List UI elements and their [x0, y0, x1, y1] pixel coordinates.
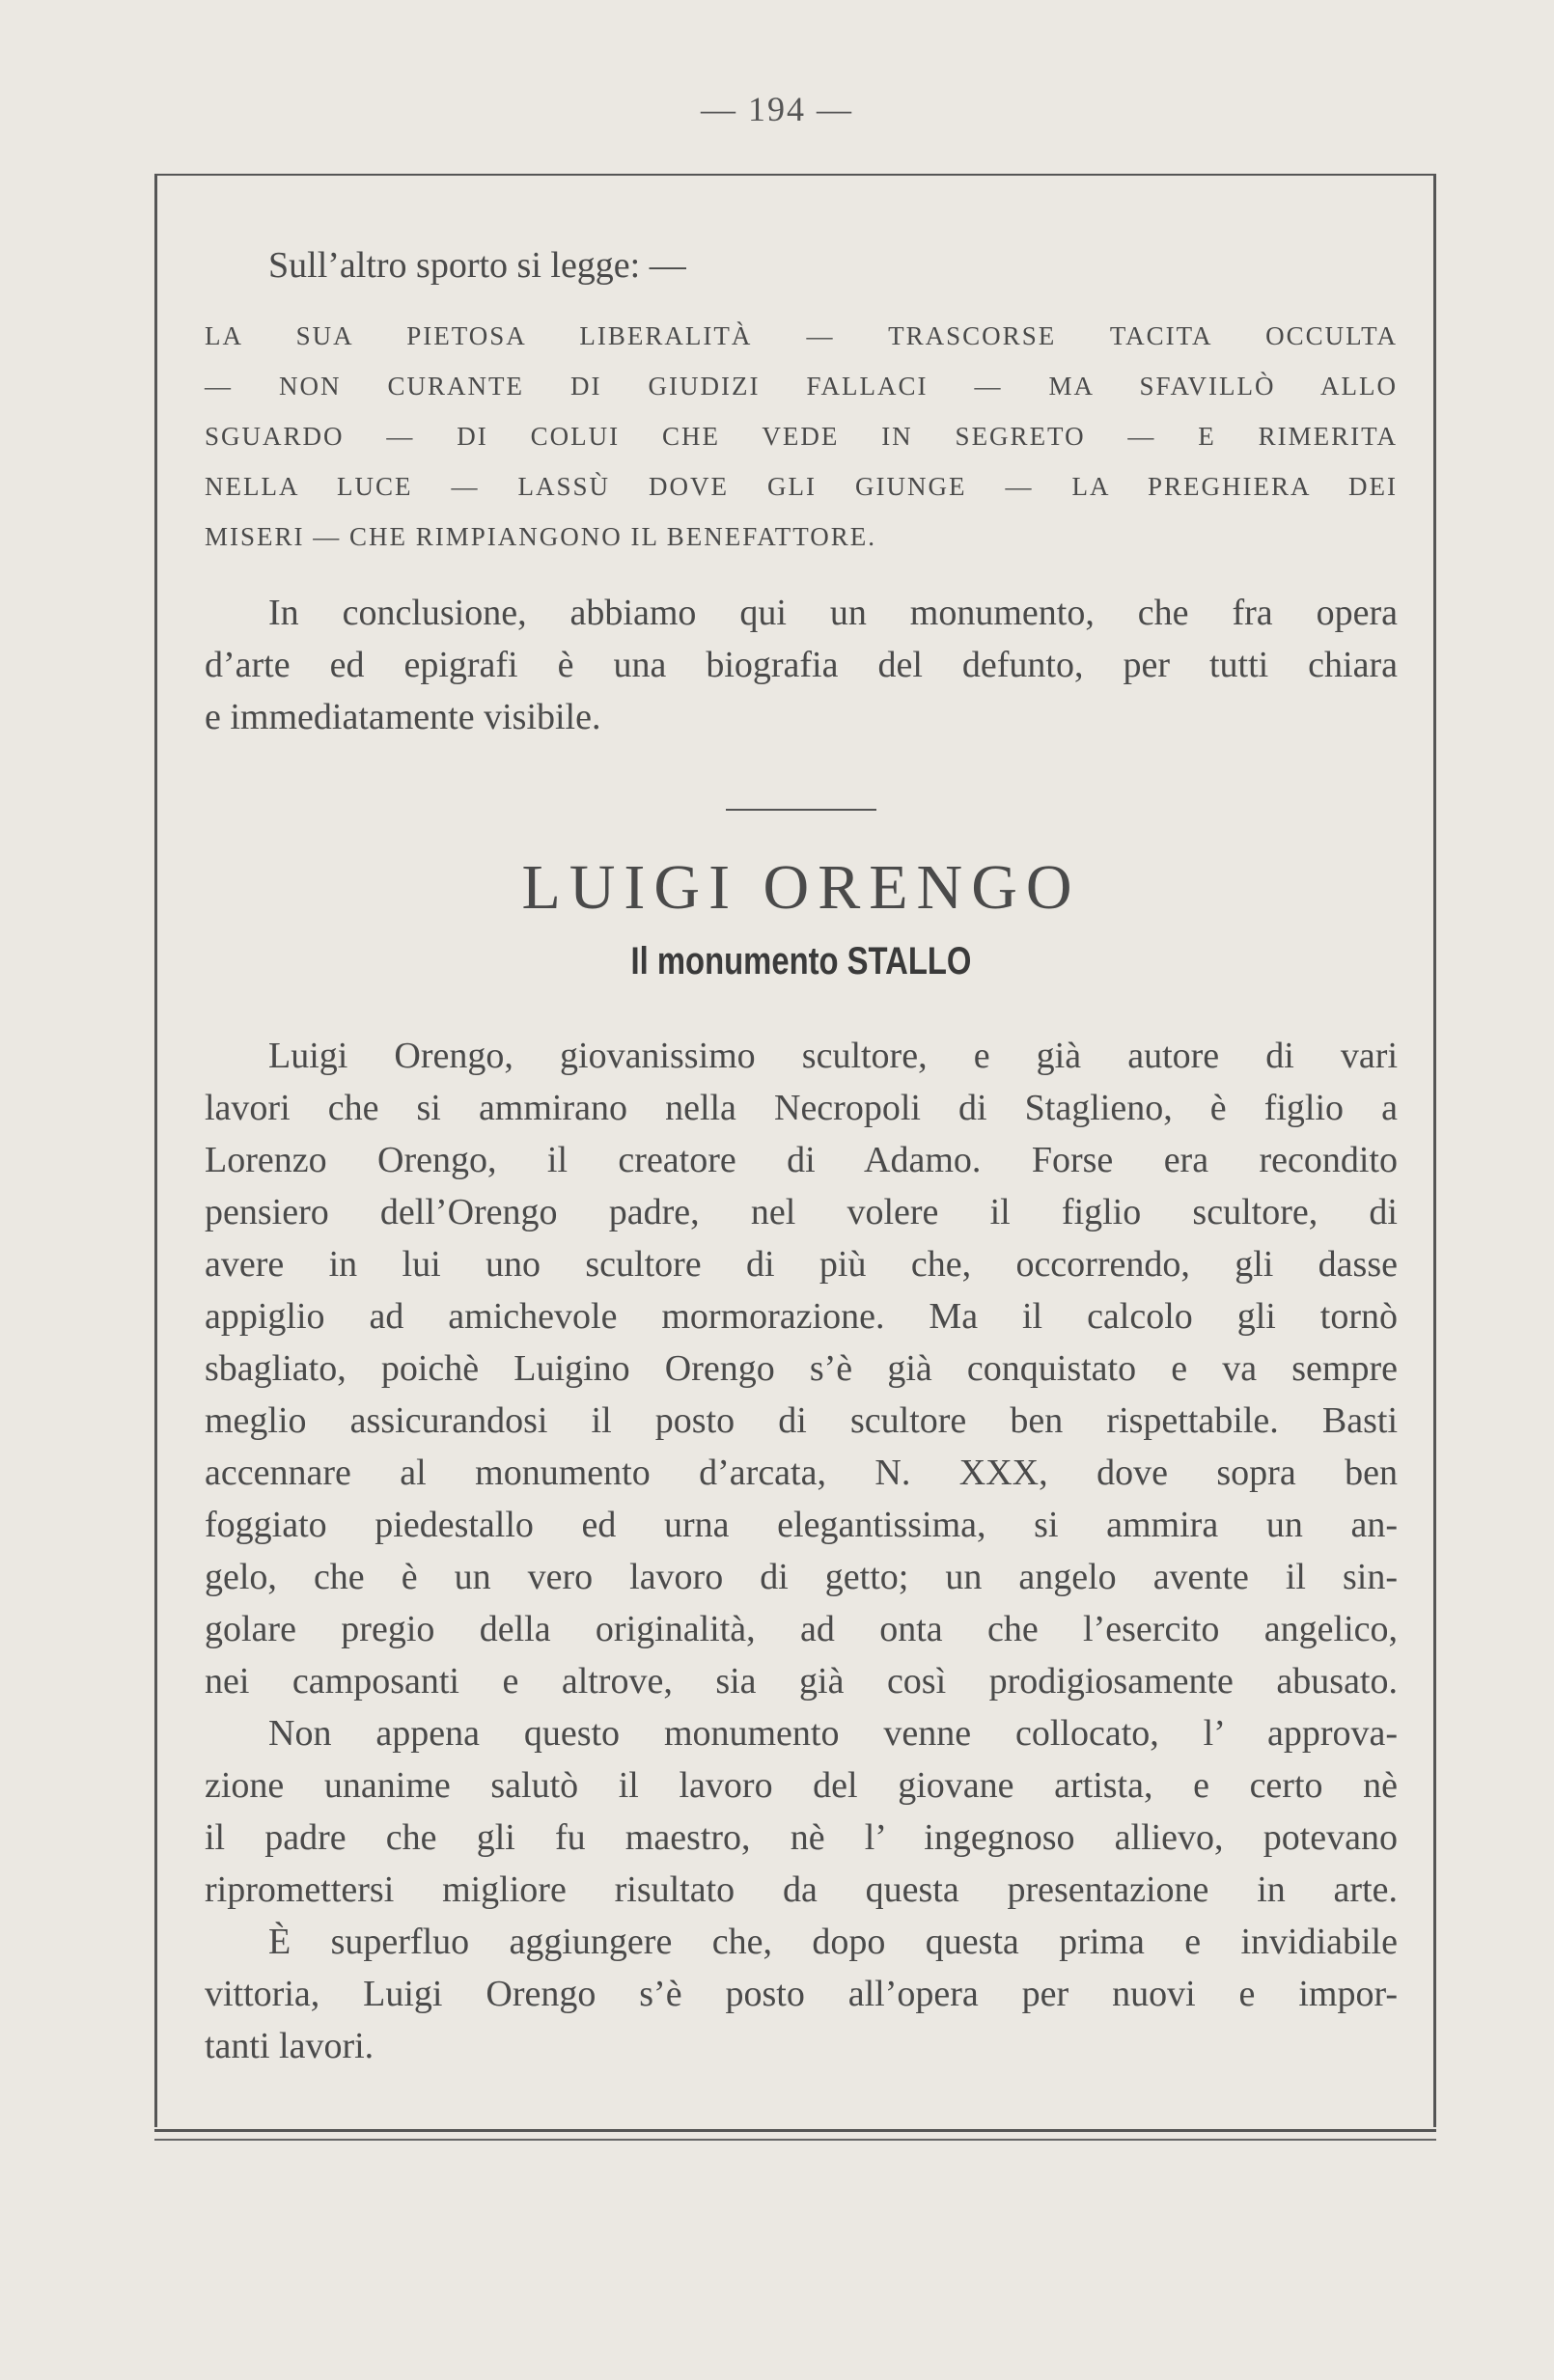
epigraph-line: — NON CURANTE DI GIUDIZI FALLACI — MA SFAVILLÒ ALLO — [205, 372, 1398, 401]
paragraph-line: gelo, che è un vero lavoro di getto; un angelo avente il sin- — [205, 1557, 1398, 1597]
paragraph-line: In conclusione, abbiamo qui un monumento, che fra opera — [268, 593, 1398, 633]
epigraph — [205, 311, 1398, 562]
paragraph-line: nei camposanti e altrove, sia già così prodigiosamente abusato. — [205, 1661, 1398, 1702]
epigraph-line: SGUARDO — DI COLUI CHE VEDE IN SEGRETO — E RIMERITA — [205, 422, 1398, 451]
section-title: LUIGI ORENGO — [521, 852, 1081, 923]
intro-line: Sull’altro sporto si legge: — — [268, 245, 686, 286]
paragraph-line: ripromettersi migliore risultato da questa presentazione in arte. — [205, 1869, 1398, 1910]
paragraph-line: il padre che gli fu maestro, nè l’ ingegnoso allievo, potevano — [205, 1817, 1398, 1858]
body-paragraph-3 — [205, 1916, 1398, 2072]
frame-bottom-rule-thin — [154, 2139, 1436, 2141]
page-number: — 194 — — [701, 90, 853, 128]
paragraph-line: appiglio ad amichevole mormorazione. Ma il calcolo gli tornò — [205, 1296, 1398, 1337]
paragraph-line: foggiato piedestallo ed urna elegantissima, si ammira un an- — [205, 1505, 1398, 1545]
paragraph-line: Luigi Orengo, giovanissimo scultore, e già autore di vari — [268, 1036, 1398, 1076]
paragraph-line: zione unanime salutò il lavoro del giovane artista, e certo nè — [205, 1765, 1398, 1806]
paragraph-line: accennare al monumento d’arcata, N. XXX, dove sopra ben — [205, 1453, 1398, 1493]
section-subtitle: Il monumento STALLO — [630, 940, 972, 982]
epigraph-line: MISERI — CHE RIMPIANGONO IL BENEFATTORE. — [205, 522, 877, 551]
epigraph-line: NELLA LUCE — LASSÙ DOVE GLI GIUNGE — LA PREGHIERA DEI — [205, 472, 1398, 501]
paragraph-line: sbagliato, poichè Luigino Orengo s’è già conquistato e va sempre — [205, 1348, 1398, 1389]
paragraph-line: meglio assicurandosi il posto di scultore ben rispettabile. Basti — [205, 1400, 1398, 1441]
paragraph-line: pensiero dell’Orengo padre, nel volere il figlio scultore, di — [205, 1192, 1398, 1232]
page-content — [205, 239, 1398, 2132]
paragraph-line: d’arte ed epigrafi è una biografia del defunto, per tutti chiara — [205, 645, 1398, 685]
paragraph-line: avere in lui uno scultore di più che, occorrendo, gli dasse — [205, 1244, 1398, 1285]
paragraph-line: lavori che si ammirano nella Necropoli di Staglieno, è figlio a — [205, 1088, 1398, 1128]
paragraph-line: È superfluo aggiungere che, dopo questa prima e invidiabile — [268, 1922, 1398, 1962]
paragraph-line: Non appena questo monumento venne collocato, l’ approva- — [268, 1713, 1398, 1754]
section-divider — [726, 809, 876, 811]
paragraph-line: vittoria, Luigi Orengo s’è posto all’opera per nuovi e impor- — [205, 1974, 1398, 2014]
paragraph-line: e immediatamente visibile. — [205, 697, 601, 737]
body-paragraph-1 — [205, 1030, 1398, 1707]
conclusion-paragraph — [205, 587, 1398, 743]
paragraph-line: Lorenzo Orengo, il creatore di Adamo. Forse era recondito — [205, 1140, 1398, 1180]
epigraph-line: LA SUA PIETOSA LIBERALITÀ — TRASCORSE TACITA OCCULTA — [205, 321, 1398, 350]
body-paragraph-2 — [205, 1707, 1398, 1916]
paragraph-line: tanti lavori. — [205, 2026, 375, 2066]
end-divider — [735, 2130, 867, 2132]
paragraph-line: golare pregio della originalità, ad onta che l’esercito angelico, — [205, 1609, 1398, 1649]
